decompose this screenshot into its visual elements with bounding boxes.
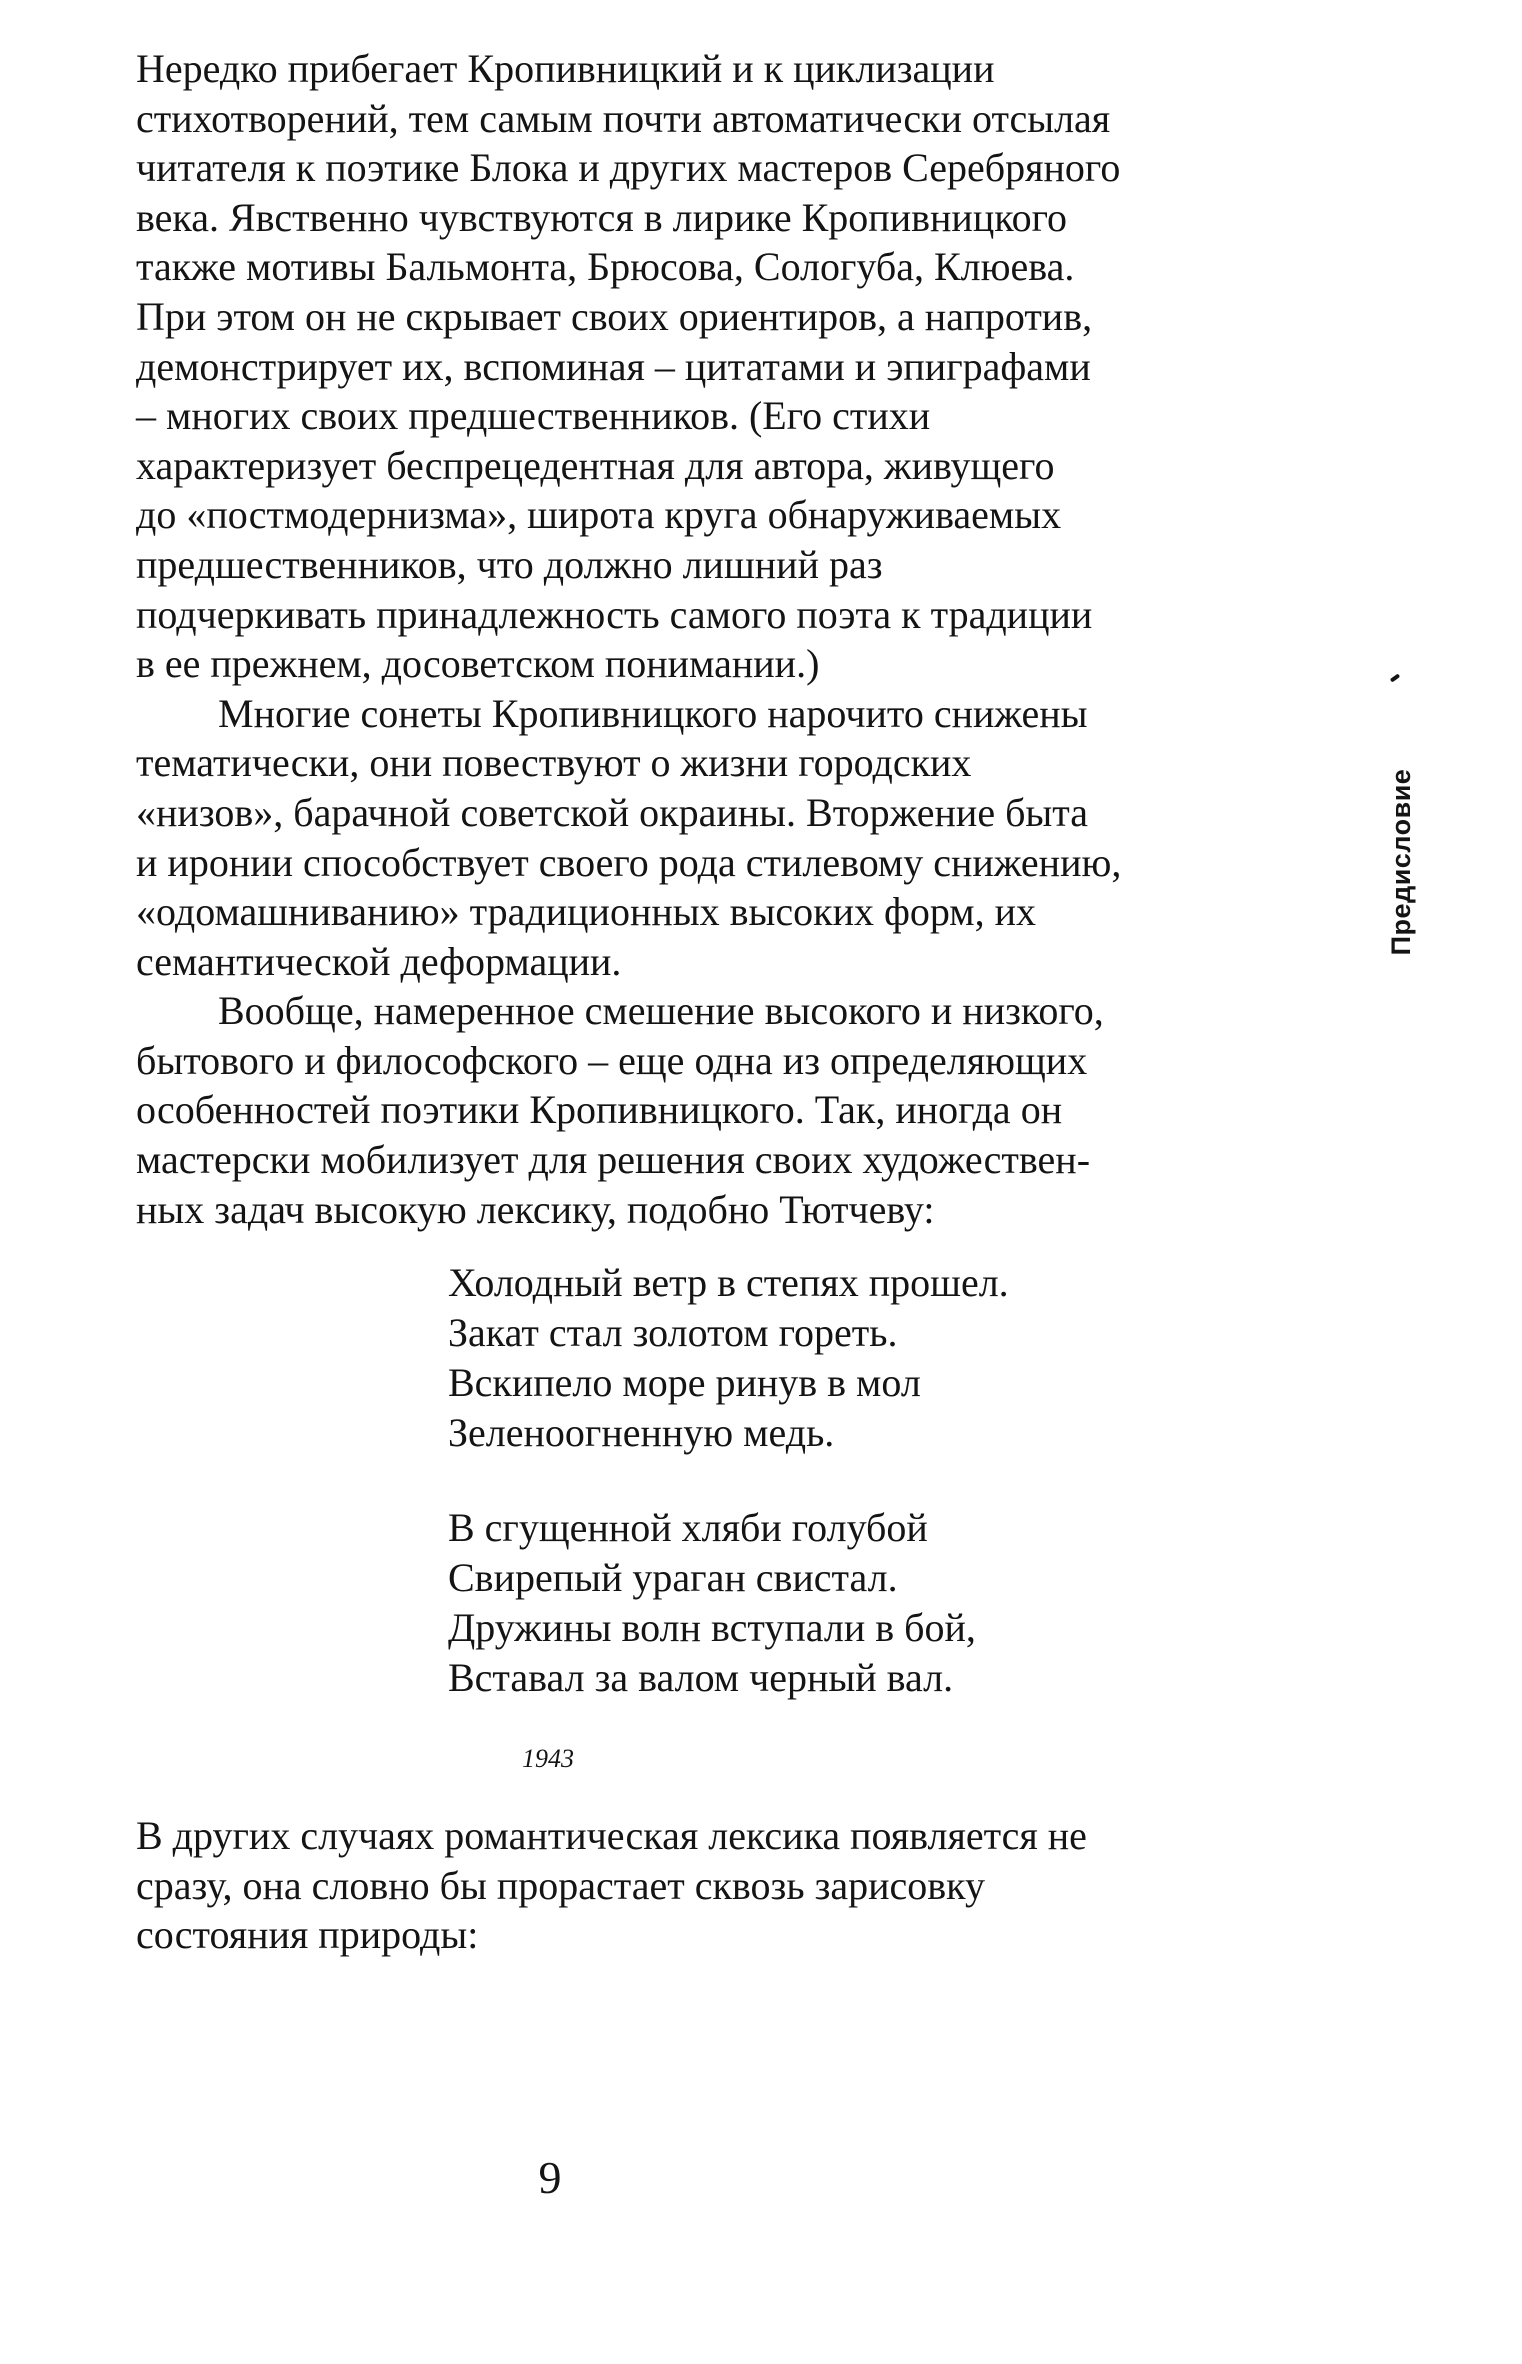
text-line: демонстрирует их, вспоминая – цитатами и эпиграфами [136,343,1091,389]
text-line: и иронии способствует своего рода стилевому снижению, [136,839,1122,885]
page-number: 9 [538,2152,562,2203]
stanza-spacer [448,1458,1246,1503]
paragraph-3 [136,986,1246,1234]
text-line: предшественников, что должно лишний раз [136,541,883,587]
poem-line: Дружины волн вступали в бой, [448,1605,976,1651]
text-line: состояния природы: [136,1912,479,1958]
text-line: ных задач высокую лексику, подобно Тютчеву: [136,1186,935,1232]
text-line: «одомашниванию» традиционных высоких форм, их [136,889,1037,935]
text-line: стихотворений, тем самым почти автоматически отсылая [136,95,1111,141]
margin-tick-mark [1390,673,1400,682]
poem-line: В сгущенной хляби голубой [448,1505,928,1551]
paragraph-2 [136,689,1246,987]
running-head-label: Предисловие [1386,768,1416,956]
paragraph-1 [136,44,1246,689]
text-line: Нередко прибегает Кропивницкий и к циклизации [136,46,995,91]
text-line: сразу, она словно бы прорастает сквозь зарисовку [136,1862,986,1908]
text-line: до «постмодернизма», широта круга обнаруживаемых [136,492,1062,538]
poem-stanza-2 [448,1503,1246,1703]
text-line: «низов», барачной советской окраины. Вторжение быта [136,789,1089,835]
text-line: мастерски мобилизует для решения своих художествен- [136,1137,1091,1183]
poem-quote [448,1258,1246,1703]
poem-line: Вскипело море ринув в мол [448,1360,921,1406]
text-line: семантической деформации. [136,938,622,984]
text-line: характеризует беспрецедентная для автора, живущего [136,442,1055,488]
text-line: В других случаях романтическая лексика появляется не [136,1813,1087,1859]
poem-date: 1943 [522,1744,574,1774]
text-line: При этом он не скрывает своих ориентиров, а напротив, [136,293,1093,339]
text-line: тематически, они повествуют о жизни городских [136,740,972,786]
text-line: подчеркивать принадлежность самого поэта к традиции [136,591,1093,637]
text-line: в ее прежнем, досоветском понимании.) [136,641,820,687]
text-line: Вообще, намеренное смешение высокого и низкого, [218,988,1104,1034]
text-line: читателя к поэтике Блока и других мастеров Серебряного [136,145,1121,191]
text-line: – многих своих предшественников. (Его стихи [136,393,931,439]
poem-line: Зеленоогненную медь. [448,1410,835,1456]
poem-line: Холодный ветр в степях прошел. [448,1260,1009,1306]
text-line: также мотивы Бальмонта, Брюсова, Сологуба, Клюева. [136,244,1075,290]
poem-stanza-1 [448,1258,1246,1458]
text-line: века. Явственно чувствуются в лирике Кропивницкого [136,194,1068,240]
text-line: бытового и философского – еще одна из определяющих [136,1037,1088,1083]
paragraph-4 [136,1811,1246,1960]
text-line: Многие сонеты Кропивницкого нарочито снижены [218,690,1088,736]
main-text [136,44,1246,1960]
poem-line: Свирепый ураган свистал. [448,1555,898,1601]
poem-line: Закат стал золотом гореть. [448,1310,898,1356]
poem-line: Вставал за валом черный вал. [448,1655,954,1701]
text-line: особенностей поэтики Кропивницкого. Так, иногда он [136,1087,1063,1133]
